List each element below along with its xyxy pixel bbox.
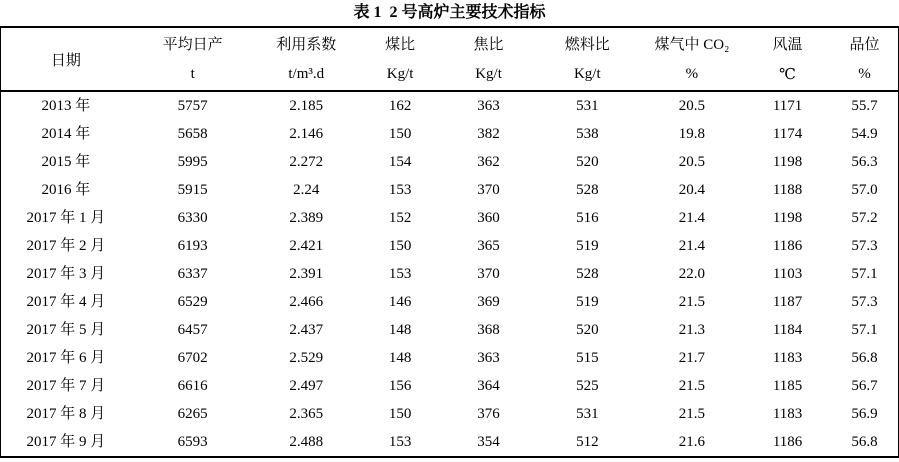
cell-utilization-coefficient: 2.146	[289, 126, 324, 142]
cell-avg-daily-output: 6457	[177, 322, 208, 338]
cell-coke-ratio: 363	[477, 98, 500, 114]
cell-blast-temperature: 1171	[772, 98, 803, 114]
cell-avg-daily-output: 6265	[177, 406, 208, 422]
unit-co2-in-gas: %	[685, 66, 699, 82]
table-row	[1, 204, 899, 232]
cell-grade: 57.2	[851, 210, 878, 226]
cell-coal-ratio: 150	[388, 406, 412, 422]
cell-co2-in-gas: 21.7	[678, 350, 706, 366]
cell-grade: 56.7	[851, 378, 878, 394]
cell-co2-in-gas: 20.5	[678, 98, 706, 114]
cell-fuel-ratio: 515	[576, 350, 599, 366]
cell-date: 2017 年 8 月	[26, 406, 106, 422]
cell-date: 2013 年	[41, 98, 91, 114]
cell-fuel-ratio: 520	[576, 322, 599, 338]
cell-date: 2015 年	[41, 154, 91, 170]
cell-coke-ratio: 362	[477, 154, 500, 170]
cell-blast-temperature: 1185	[772, 378, 803, 394]
cell-date: 2014 年	[41, 126, 91, 142]
cell-blast-temperature: 1183	[772, 350, 803, 366]
cell-utilization-coefficient: 2.437	[289, 322, 324, 338]
cell-fuel-ratio: 516	[576, 210, 599, 226]
cell-grade: 56.8	[851, 350, 878, 366]
cell-utilization-coefficient: 2.272	[289, 154, 324, 170]
cell-blast-temperature: 1188	[772, 182, 803, 198]
table-row	[1, 91, 899, 120]
cell-avg-daily-output: 5915	[177, 182, 208, 198]
cell-utilization-coefficient: 2.365	[289, 406, 324, 422]
table-row	[1, 148, 899, 176]
cell-grade: 57.1	[851, 266, 878, 282]
cell-coal-ratio: 148	[388, 322, 412, 338]
cell-coal-ratio: 154	[388, 154, 412, 170]
cell-utilization-coefficient: 2.24	[293, 182, 320, 198]
cell-fuel-ratio: 512	[576, 434, 599, 450]
cell-coal-ratio: 152	[388, 210, 412, 226]
cell-coal-ratio: 156	[388, 378, 412, 394]
cell-grade: 56.9	[851, 406, 878, 422]
cell-fuel-ratio: 528	[576, 266, 599, 282]
cell-co2-in-gas: 21.4	[678, 210, 706, 226]
cell-utilization-coefficient: 2.185	[289, 98, 324, 114]
unit-utilization-coefficient: t/m³.d	[288, 66, 325, 82]
cell-avg-daily-output: 6702	[177, 350, 208, 366]
cell-avg-daily-output: 6193	[177, 238, 208, 254]
cell-avg-daily-output: 6616	[177, 378, 208, 394]
cell-coal-ratio: 153	[388, 434, 412, 450]
unit-coal-ratio: Kg/t	[386, 66, 414, 82]
cell-co2-in-gas: 21.5	[678, 406, 706, 422]
cell-coal-ratio: 150	[388, 238, 412, 254]
cell-co2-in-gas: 21.5	[678, 294, 706, 310]
cell-co2-in-gas: 19.8	[678, 126, 706, 142]
table-row	[1, 232, 899, 260]
table-row	[1, 176, 899, 204]
cell-blast-temperature: 1183	[772, 406, 803, 422]
cell-date: 2016 年	[41, 182, 91, 198]
cell-grade: 55.7	[851, 98, 878, 114]
col-header-fuel-ratio: 燃料比	[564, 37, 610, 53]
cell-avg-daily-output: 5757	[177, 98, 208, 114]
cell-blast-temperature: 1184	[772, 322, 803, 338]
cell-blast-temperature: 1174	[772, 126, 803, 142]
table-title: 表 1 2 号高炉主要技术指标	[353, 4, 546, 21]
cell-coke-ratio: 370	[477, 182, 500, 198]
cell-co2-in-gas: 21.6	[678, 434, 706, 450]
col-header-utilization-coefficient: 利用系数	[276, 37, 337, 53]
cell-avg-daily-output: 6529	[177, 294, 208, 310]
cell-blast-temperature: 1198	[772, 154, 803, 170]
cell-date: 2017 年 3 月	[26, 266, 106, 282]
table-row	[1, 344, 899, 372]
cell-co2-in-gas: 20.5	[678, 154, 706, 170]
cell-grade: 56.8	[851, 434, 878, 450]
cell-co2-in-gas: 22.0	[678, 266, 706, 282]
cell-fuel-ratio: 528	[576, 182, 599, 198]
unit-avg-daily-output: t	[190, 66, 195, 82]
cell-coke-ratio: 382	[477, 126, 500, 142]
cell-avg-daily-output: 6337	[177, 266, 208, 282]
cell-coke-ratio: 364	[477, 378, 500, 394]
col-header-date: 日期	[50, 52, 81, 69]
col-header-grade: 品位	[849, 37, 880, 53]
col-header-coke-ratio: 焦比	[473, 37, 504, 53]
header-row-units	[1, 59, 899, 91]
cell-utilization-coefficient: 2.466	[289, 294, 324, 310]
unit-grade: %	[858, 66, 871, 82]
cell-grade: 54.9	[851, 126, 878, 142]
cell-grade: 56.3	[851, 154, 878, 170]
table-row	[1, 372, 899, 400]
cell-date: 2017 年 4 月	[26, 294, 106, 310]
table-body	[1, 91, 899, 457]
cell-avg-daily-output: 5658	[177, 126, 208, 142]
cell-fuel-ratio: 519	[576, 238, 599, 254]
cell-coal-ratio: 153	[388, 266, 412, 282]
col-header-co2-in-gas: 煤气中 CO₂	[654, 37, 730, 53]
table-row	[1, 400, 899, 428]
cell-fuel-ratio: 531	[576, 98, 599, 114]
cell-blast-temperature: 1186	[772, 434, 803, 450]
table-row	[1, 428, 899, 457]
cell-grade: 57.3	[851, 294, 878, 310]
cell-date: 2017 年 9 月	[26, 434, 106, 450]
cell-co2-in-gas: 21.5	[678, 378, 706, 394]
indicators-table	[0, 26, 899, 458]
cell-fuel-ratio: 538	[576, 126, 599, 142]
col-header-coal-ratio: 煤比	[385, 37, 416, 53]
cell-coal-ratio: 150	[388, 126, 412, 142]
cell-grade: 57.3	[851, 238, 878, 254]
cell-blast-temperature: 1198	[772, 210, 803, 226]
cell-co2-in-gas: 20.4	[678, 182, 706, 198]
cell-grade: 57.1	[851, 322, 878, 338]
unit-blast-temperature: ℃	[779, 67, 796, 83]
cell-coal-ratio: 146	[388, 294, 412, 310]
cell-date: 2017 年 1 月	[26, 210, 106, 226]
cell-avg-daily-output: 5995	[177, 154, 208, 170]
cell-grade: 57.0	[851, 182, 878, 198]
col-header-avg-daily-output: 平均日产	[162, 37, 223, 53]
cell-co2-in-gas: 21.4	[678, 238, 706, 254]
table-row	[1, 316, 899, 344]
table-row	[1, 260, 899, 288]
cell-fuel-ratio: 520	[576, 154, 599, 170]
cell-utilization-coefficient: 2.529	[289, 350, 324, 366]
col-header-blast-temperature: 风温	[772, 37, 803, 53]
cell-date: 2017 年 6 月	[26, 350, 106, 366]
cell-blast-temperature: 1187	[772, 294, 803, 310]
cell-coal-ratio: 153	[388, 182, 412, 198]
unit-coke-ratio: Kg/t	[475, 66, 502, 82]
table-header	[1, 27, 899, 91]
cell-fuel-ratio: 525	[576, 378, 599, 394]
table-row	[1, 120, 899, 148]
cell-coke-ratio: 370	[477, 266, 500, 282]
header-row-names	[1, 27, 899, 59]
cell-co2-in-gas: 21.3	[678, 322, 706, 338]
cell-utilization-coefficient: 2.389	[289, 210, 324, 226]
cell-date: 2017 年 2 月	[26, 238, 106, 254]
cell-coke-ratio: 360	[477, 210, 500, 226]
cell-avg-daily-output: 6330	[177, 210, 208, 226]
cell-coal-ratio: 162	[388, 98, 412, 114]
cell-coke-ratio: 365	[477, 238, 500, 254]
cell-coal-ratio: 148	[388, 350, 412, 366]
cell-blast-temperature: 1186	[772, 238, 803, 254]
cell-fuel-ratio: 531	[576, 406, 599, 422]
cell-date: 2017 年 7 月	[26, 378, 106, 394]
cell-utilization-coefficient: 2.488	[289, 434, 324, 450]
cell-coke-ratio: 363	[477, 350, 500, 366]
cell-avg-daily-output: 6593	[177, 434, 208, 450]
cell-utilization-coefficient: 2.421	[289, 238, 324, 254]
cell-utilization-coefficient: 2.391	[289, 266, 324, 282]
cell-date: 2017 年 5 月	[26, 322, 106, 338]
unit-fuel-ratio: Kg/t	[573, 66, 601, 82]
cell-coke-ratio: 354	[477, 434, 500, 450]
cell-utilization-coefficient: 2.497	[289, 378, 324, 394]
cell-blast-temperature: 1103	[772, 266, 803, 282]
cell-fuel-ratio: 519	[576, 294, 599, 310]
table-row	[1, 288, 899, 316]
cell-coke-ratio: 368	[477, 322, 500, 338]
cell-coke-ratio: 376	[477, 406, 500, 422]
cell-coke-ratio: 369	[477, 294, 500, 310]
